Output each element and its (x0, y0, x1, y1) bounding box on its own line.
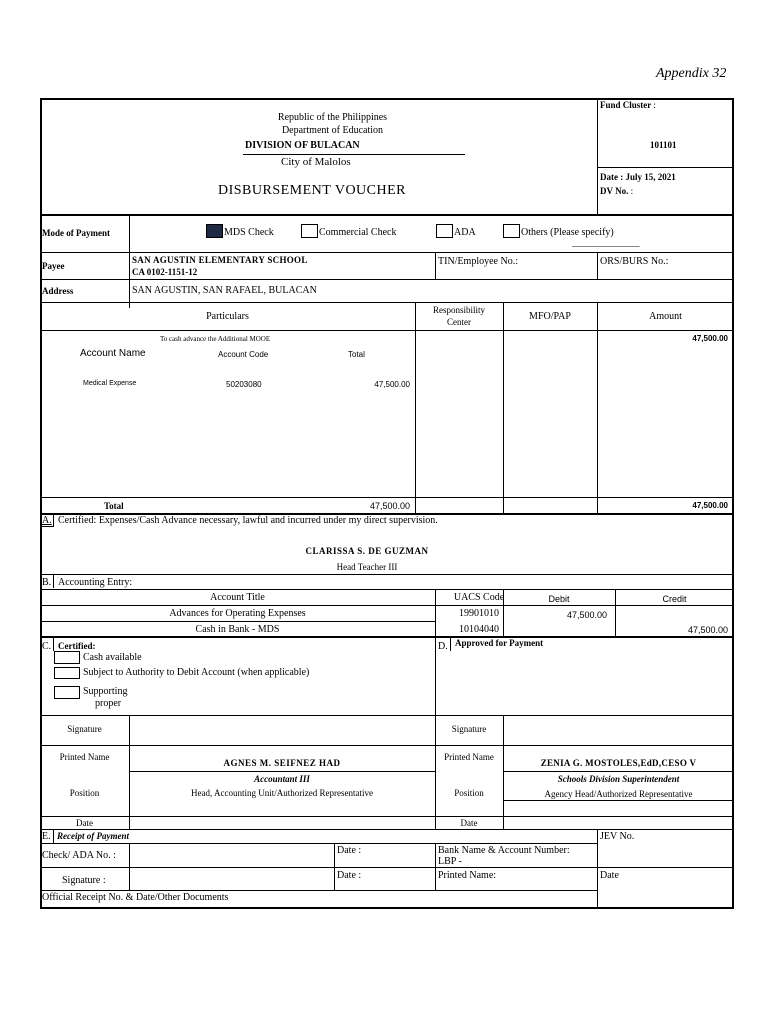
e-printed-name-label: Printed Name: (438, 870, 497, 881)
date-bottom (40, 829, 734, 830)
d-position-label: Position (454, 788, 484, 798)
d-name-bottom (503, 771, 734, 772)
account-code-col: Account Code (218, 350, 269, 359)
fund-cluster-label: Fund Cluster : (600, 100, 656, 110)
section-a-letter: A. (42, 515, 52, 526)
section-b-label: Accounting Entry: (58, 577, 133, 588)
commercial-check-checkbox[interactable] (301, 224, 318, 238)
c-printed-name-label: Printed Name (59, 752, 110, 762)
b-row2-uacs: 10104040 (459, 624, 499, 635)
jev-label: JEV No. (600, 831, 635, 842)
bank-value: LBP - (438, 856, 462, 867)
account-name-col: Account Name (80, 348, 146, 359)
b-row1-uacs: 19901010 (459, 608, 499, 619)
dv-label: DV No. : (600, 186, 634, 196)
check-ada-label: Check/ ADA No. : (42, 850, 116, 861)
b-row1-debit: 47,500.00 (567, 610, 608, 620)
position-bottom (40, 816, 734, 817)
mode-of-payment-label: Mode of Payment (42, 228, 110, 238)
mds-check-checkbox[interactable] (206, 224, 223, 238)
section-d-letter-box (450, 637, 451, 651)
section-b-header-top (40, 589, 734, 590)
d-label-divider (503, 715, 504, 829)
c-position: Head, Accounting Unit/Authorized Representative (191, 788, 373, 798)
total-top (40, 497, 734, 498)
particulars-header: Particulars (206, 311, 249, 322)
responsibility-header: Responsibility (432, 305, 485, 315)
amount-value: 47,500.00 (692, 334, 728, 343)
section-e-letter-box (53, 830, 54, 843)
c-date-label: Date (76, 818, 93, 828)
payee-divider-2 (597, 252, 598, 279)
division-underline (243, 154, 465, 155)
bank-label: Bank Name & Account Number: (438, 845, 570, 856)
d-printed-name-label: Printed Name (444, 752, 494, 762)
section-a-text: Certified: Expenses/Cash Advance necessary, lawful and incurred under my direct supervision. (58, 515, 438, 526)
jev-divider (597, 829, 598, 907)
e-header-bottom (40, 843, 597, 844)
official-receipt-label: Official Receipt No. & Date/Other Documents (42, 892, 229, 903)
payee-divider-1 (435, 252, 436, 279)
b-row1-title: Advances for Operating Expenses (169, 608, 306, 619)
address-bottom (40, 302, 734, 303)
c-name-bottom (129, 771, 435, 772)
c-title: Accountant III (254, 774, 310, 784)
b-header-uacs: UACS Code (453, 592, 505, 603)
sig-row-top (40, 715, 734, 716)
date-label: Date : July 15, 2021 (600, 172, 676, 182)
section-e-letter: E. (42, 831, 51, 842)
section-b-letter-box (53, 575, 54, 588)
header-divider (597, 98, 598, 215)
b-row2-credit: 47,500.00 (687, 625, 728, 635)
d-position-line (503, 800, 734, 801)
republic-text: Republic of the Philippines (277, 112, 388, 123)
center-header: Center (447, 317, 471, 327)
authority-box[interactable] (54, 667, 80, 679)
address-label: Address (42, 286, 74, 296)
section-d-label: Approved for Payment (455, 638, 544, 648)
section-c-letter-box (53, 637, 54, 651)
b-header-credit: Credit (662, 594, 687, 604)
section-c-label: Certified: (58, 641, 96, 651)
section-b-letter: B. (42, 577, 52, 588)
e-date3-label: Date (600, 870, 619, 881)
others-label: Others (Please specify) (521, 227, 614, 238)
label-col-divider (129, 214, 130, 308)
c-position-label: Position (69, 788, 100, 798)
c-signature-label: Signature (67, 724, 102, 734)
total-amount: 47,500.00 (692, 501, 728, 510)
d-title: Schools Division Superintendent (557, 774, 680, 784)
section-d-letter: D. (438, 641, 448, 652)
payee-account: CA 0102-1151-12 (132, 267, 198, 277)
others-specify-line: _______________ (572, 238, 640, 248)
cash-available-box[interactable] (54, 651, 80, 664)
total-col: Total (348, 350, 365, 359)
ada-checkbox[interactable] (436, 224, 453, 238)
section-a-letter-box (53, 514, 54, 526)
d-signature-label: Signature (451, 724, 487, 734)
b-header-title: Account Title (210, 592, 265, 603)
d-date-label: Date (460, 818, 478, 828)
city-text: City of Malolos (281, 156, 351, 168)
section-a-letter-box-bottom (40, 526, 54, 527)
e-row2-bottom (40, 890, 597, 891)
section-e-label: Receipt of Payment (57, 831, 129, 841)
voucher-title: DISBURSEMENT VOUCHER (218, 183, 407, 198)
payee-bottom (40, 279, 734, 280)
fund-divider (597, 167, 734, 168)
total-value: 47,500.00 (369, 501, 410, 511)
purpose-text: To cash advance the Additional MOOE (160, 335, 271, 343)
part-header-bottom (40, 330, 734, 331)
tin-label: TIN/Employee No.: (438, 256, 518, 267)
d-printed-name: ZENIA G. MOSTOLES,EdD,CESO V (540, 758, 697, 768)
e-date-label: Date : (337, 845, 362, 856)
department-text: Department of Education (281, 125, 384, 136)
c-printed-name: AGNES M. SEIFNEZ HAD (223, 758, 341, 768)
section-a-position: Head Teacher III (336, 562, 398, 572)
header-bottom (40, 214, 734, 216)
proper-label: proper (95, 698, 122, 709)
frame-right (732, 98, 734, 909)
amount-header: Amount (649, 311, 682, 322)
supporting-box[interactable] (54, 686, 80, 699)
address-value: SAN AGUSTIN, SAN RAFAEL, BULACAN (132, 285, 317, 296)
part-divider-2 (503, 302, 504, 514)
b-row2-title: Cash in Bank - MDS (195, 624, 280, 635)
part-divider-1 (415, 302, 416, 514)
total-label: Total (104, 501, 124, 511)
fund-cluster-value: 101101 (650, 140, 677, 150)
d-position: Agency Head/Authorized Representative (544, 789, 693, 799)
cash-available-label: Cash available (83, 652, 142, 663)
mfo-header: MFO/PAP (529, 311, 571, 322)
e-row1-bottom (40, 867, 734, 868)
appendix-label: Appendix 32 (656, 66, 727, 81)
ors-label: ORS/BURS No.: (600, 256, 669, 267)
section-a-name: CLARISSA S. DE GUZMAN (305, 546, 429, 556)
ada-label: ADA (454, 227, 476, 238)
item-code: 50203080 (226, 380, 262, 389)
frame-bottom (40, 907, 734, 909)
item-name: Medical Expense (83, 380, 137, 387)
b-row1-bottom (40, 621, 435, 622)
b-header-bottom (40, 605, 734, 606)
part-divider-3 (597, 302, 598, 514)
section-c-letter: C. (42, 641, 52, 652)
c-label-divider (129, 715, 130, 829)
payee-name: SAN AGUSTIN ELEMENTARY SCHOOL (132, 255, 308, 265)
mode-bottom (40, 252, 734, 253)
authority-label: Subject to Authority to Debit Account (when applicable) (83, 667, 310, 678)
section-b-bottom (40, 636, 734, 638)
sig-row-bottom (40, 745, 734, 746)
division-text: DIVISION OF BULACAN (245, 140, 360, 151)
supporting-label: Supporting (83, 686, 128, 697)
section-a-bottom (40, 574, 734, 575)
others-checkbox[interactable] (503, 224, 520, 238)
item-total: 47,500.00 (374, 380, 410, 389)
commercial-check-label: Commercial Check (319, 227, 397, 238)
payee-label: Payee (42, 261, 65, 271)
b-header-debit: Debit (548, 594, 570, 604)
mds-check-label: MDS Check (224, 227, 274, 238)
e-date2-label: Date : (337, 870, 362, 881)
e-signature-label: Signature : (62, 875, 106, 886)
